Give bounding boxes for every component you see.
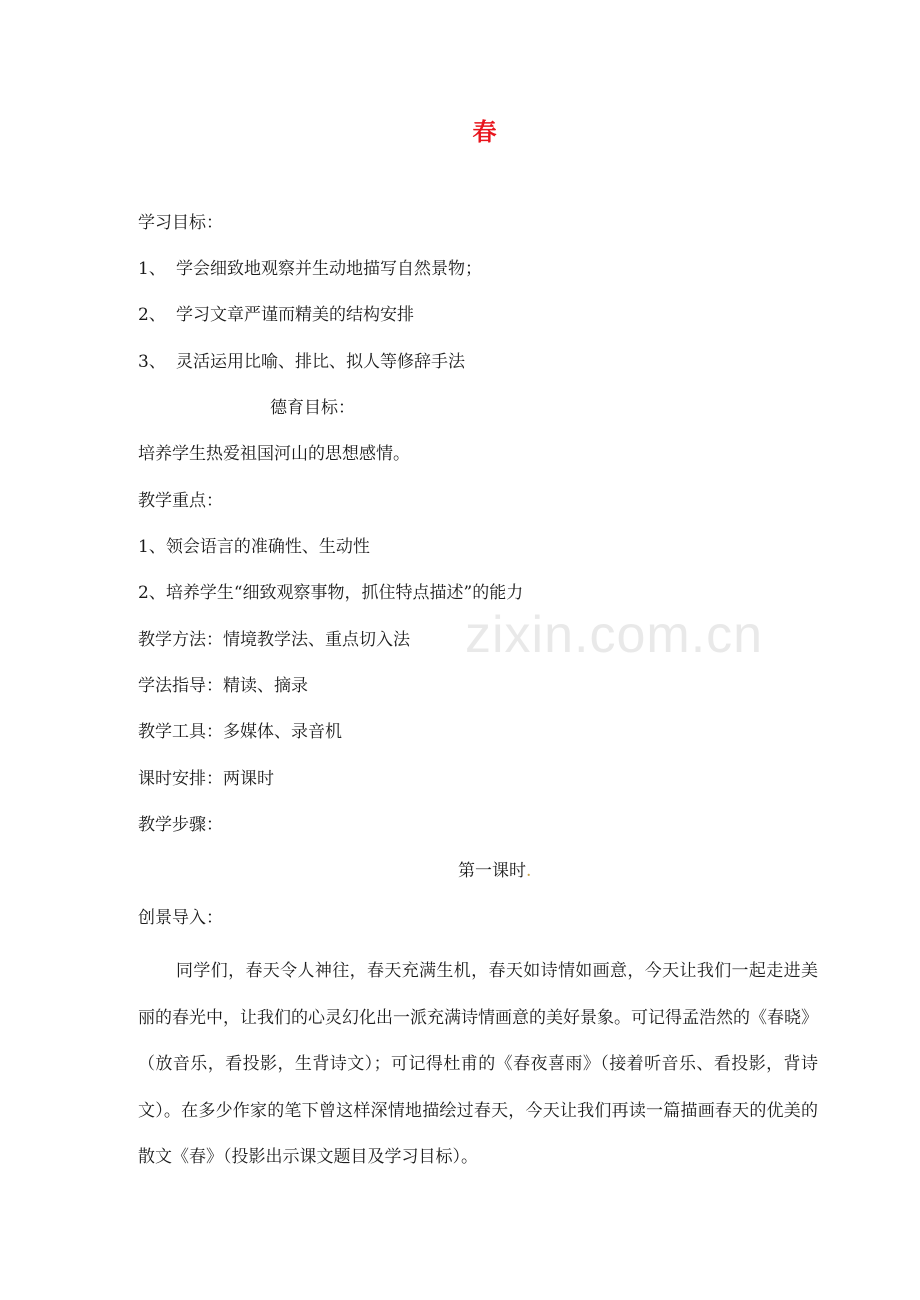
objective-text: 学习文章严谨而精美的结构安排 [176,305,414,325]
class-schedule: 课时安排：两课时 [138,769,274,789]
key-point-item-1: 1、领会语言的准确性、生动性 [138,537,370,557]
list-number: 2、 [138,305,166,325]
objectives-heading: 学习目标： [138,213,223,233]
list-number: 1、 [138,259,166,279]
objective-text: 灵活运用比喻、排比、拟人等修辞手法 [176,352,465,372]
lesson-one-heading [458,860,531,882]
objective-text: 学会细致地观察并生动地描写自然景物； [176,259,482,279]
moral-heading: 德育目标： [270,398,355,418]
lesson-one-dot: . [526,861,532,881]
moral-text: 培养学生热爱祖国河山的思想感情。 [138,444,410,464]
intro-paragraph: 同学们，春天令人神往，春天充满生机，春天如诗情如画意，今天让我们一起走进美丽的春光中，让我们的心灵幻化出一派充满诗情画意的美好景象。可记得孟浩然的《春晓》（放音乐，看投影，生背诗文）；可记得杜甫的《春夜喜雨》（接着听音乐、看投影，背诗文）。在多少作家的笔下曾这样深情地描绘过春天，今天让我们再读一篇描画春天的优美的散文《春》（投影出示课文题目及学习目标）。 [138,961,818,1167]
objective-item-1 [138,258,482,280]
objective-item-3 [138,351,465,373]
watermark: zixin.com.cn [465,606,764,664]
study-guide: 学法指导：精读、摘录 [138,676,308,696]
lesson-one-text: 第一课时 [458,861,526,881]
teaching-method: 教学方法：情境教学法、重点切入法 [138,630,410,650]
list-number: 3、 [138,352,166,372]
teaching-tools: 教学工具：多媒体、录音机 [138,722,342,742]
steps-heading: 教学步骤： [138,815,223,835]
intro-heading: 创景导入： [138,908,223,928]
key-points-heading: 教学重点： [138,491,223,511]
document-title: 春 [472,117,498,146]
key-point-item-2: 2、培养学生“细致观察事物，抓住特点描述”的能力 [138,583,524,603]
objective-item-2 [138,304,414,326]
